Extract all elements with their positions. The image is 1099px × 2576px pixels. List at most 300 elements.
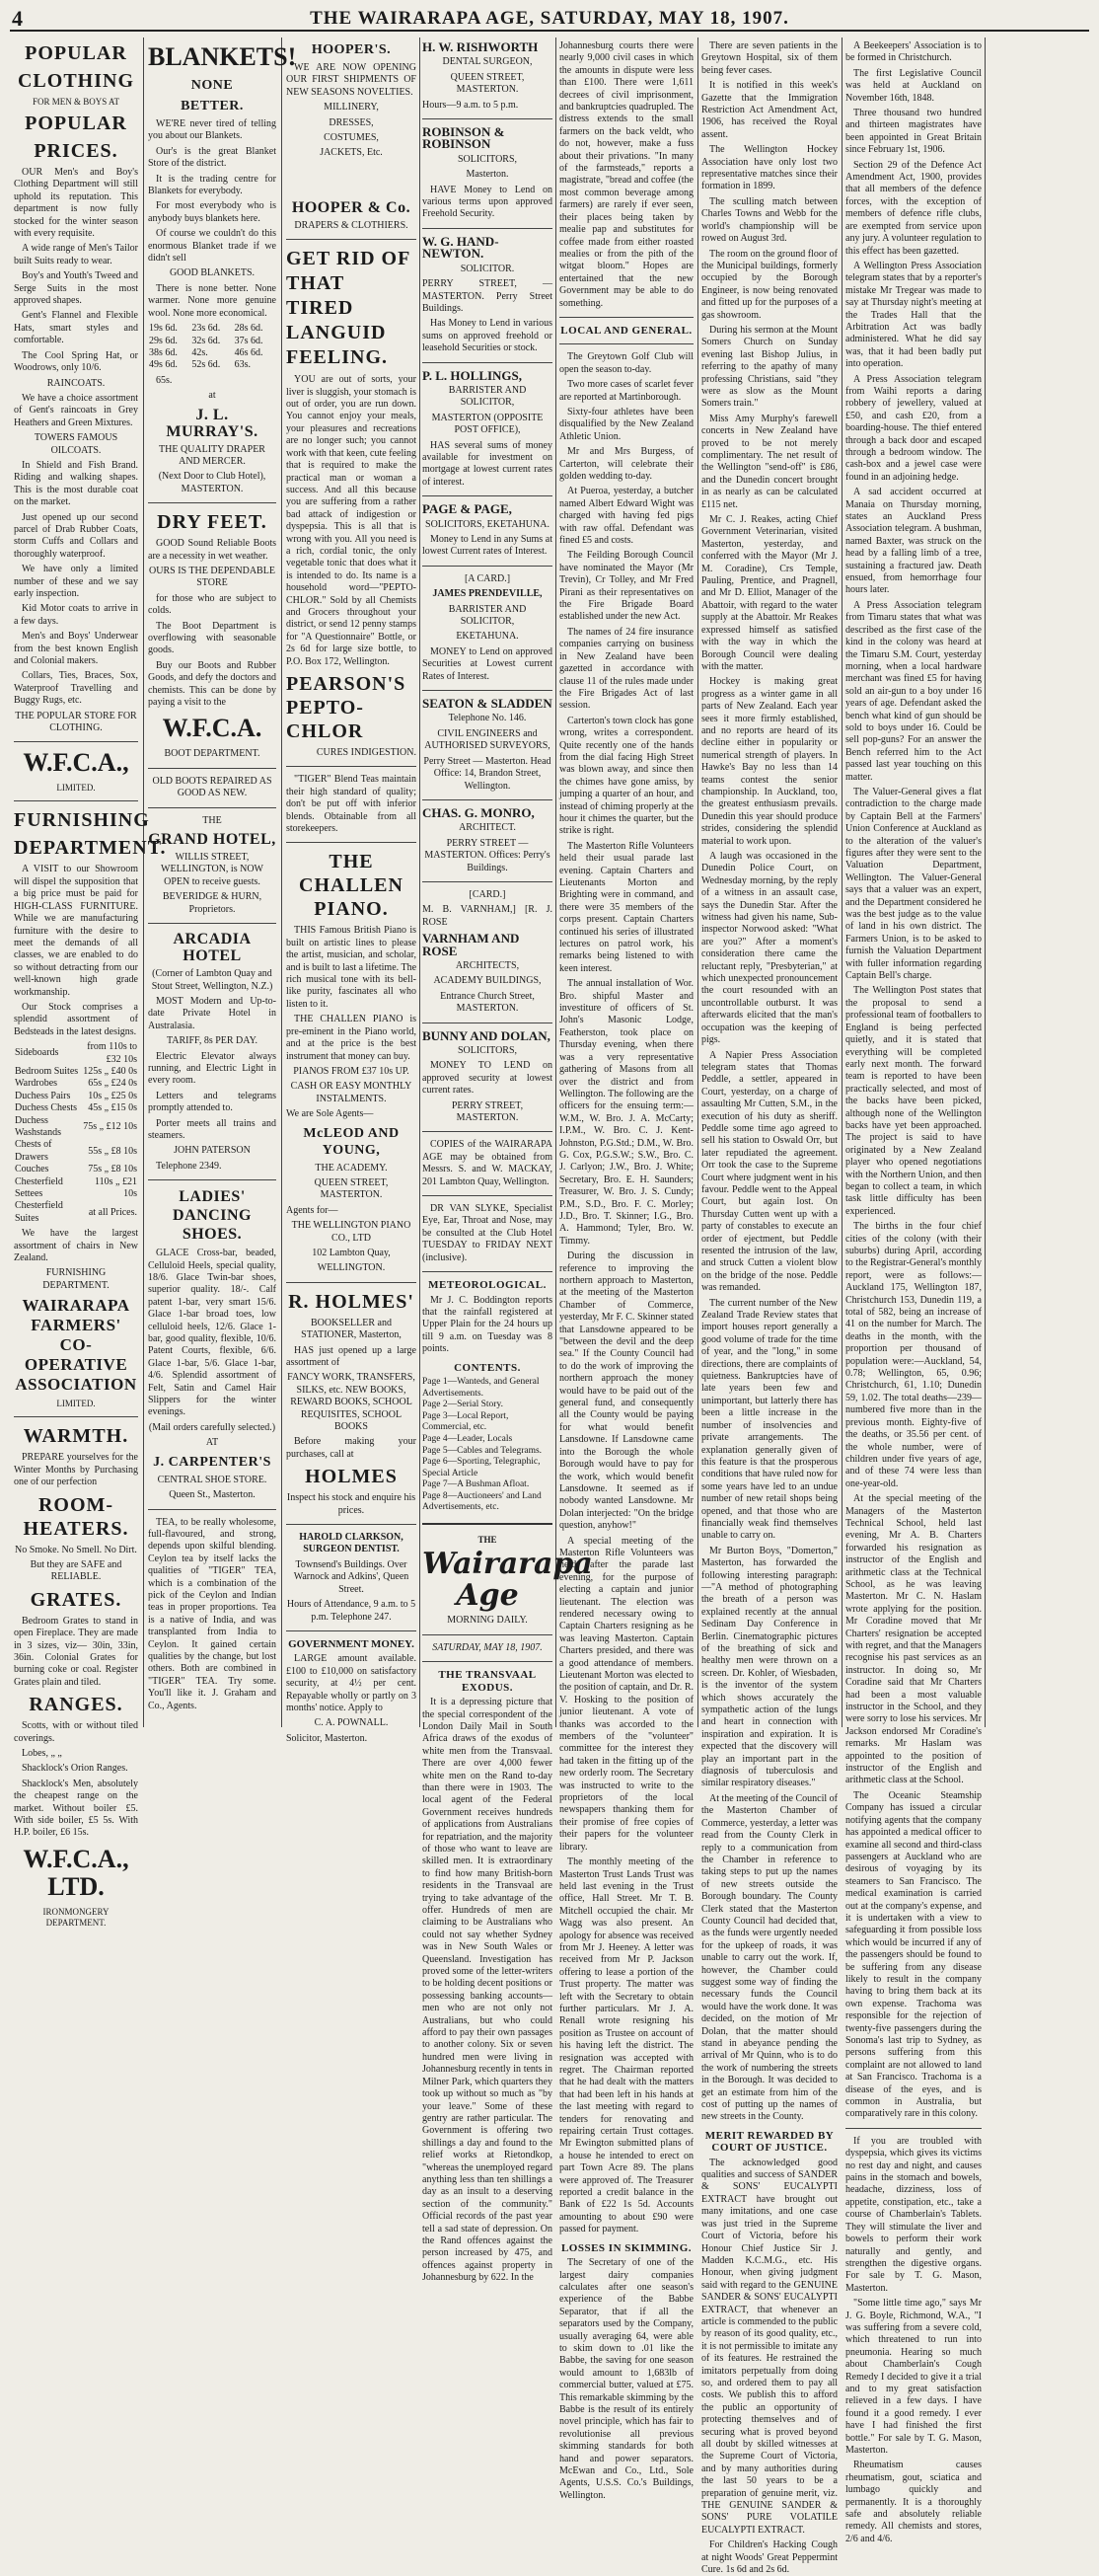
card-title: VARNHAM AND ROSE	[422, 931, 520, 958]
furniture-item: Duchess Pairs	[15, 1090, 71, 1101]
ad-text: C. A. POWNALL.	[314, 1717, 389, 1729]
ad-text: "TIGER" Blend Teas maintain their high standard of quality; don't be put off with inferior blends. Obtainable from all storekeepers.	[286, 774, 416, 835]
ad-text: DRESSES,	[329, 116, 374, 128]
card-title: W. G. HAND-NEWTON.	[422, 233, 499, 262]
blanket-price: 19s 6d.	[149, 323, 178, 335]
ad-text: PREPARE yourselves for the Winter Months by Purchasing one of our perfection	[14, 1452, 138, 1488]
card-title: P. L. HOLLINGS,	[422, 367, 523, 383]
news-item: Three thousand two hundred and thirteen magistrates have been appointed in Great Britain since February 1st, 1906.	[845, 108, 982, 156]
furniture-price: 75s „ £8 10s	[88, 1164, 137, 1175]
ad-text: THE ACADEMY.	[315, 1162, 388, 1174]
card-text: MONEY to Lend on approved Securities at Lowest current Rates of Interest.	[422, 645, 552, 682]
ad-text: JACKETS, Etc.	[320, 147, 383, 159]
ad-subheading: TOWERS FAMOUS OILCOATS.	[34, 432, 118, 456]
card-text: Masterton.	[466, 169, 509, 181]
ad-text: Just opened up our second parcel of Drab Rubber Coats, storm Cuffs and Collars and thoroughly waterproof.	[14, 511, 138, 560]
ad-title: ARCADIA HOTEL	[173, 931, 252, 965]
article-text: For Children's Hacking Cough at night Woods' Great Peppermint Cure. 1s 6d and 2s 6d.	[701, 2539, 838, 2576]
news-item: Mr Burton Boys, "Domerton," Masterton, has forwarded the following interesting paragraph:—"A method of photographing the breath of a person was explained recently at the annual Sedinam Day Conference in Berlin. Cinematographic pictures of the breathing of sick and healthy men were thrown on a screen. Dr. Kohler, of Wiesbaden, is the inventor of the system which shows accurately the sympathetic action of the lungs and heart in connection with inspiration and expiration. It is expected that the discovery will play an important part in the diagnosis of tuberculosis and similar respiratory diseases."	[701, 1545, 838, 1789]
news-item: A Wellington Press Association telegram states that by a reporter's mistake Mr Tregear was made to say at Thursday night's meeting at the Trades Hall that the Arbitration Act was badly administered. What he did say was, that it had been badly put into operation.	[845, 260, 982, 370]
news-item: There are seven patients in the Greytown Hospital, six of them being fever cases.	[701, 40, 838, 76]
news-item: At the meeting of the Council of the Masterton Chamber of Commerce, yesterday, a letter was read from the County Clerk in reply to a communication from the Chamber in reference to taking steps to put up the names of new streets outside the Borough boundary. The County Clerk stated that the Masterton County Council had decided that, as the funds were urgently needed for the upkeep of roads, it was unable to carry out the work. If, however, the Chamber could suggest some way of finding the necessary funds the Council would have the work done. It was decided, on the motion of Mr Dolan, that the matter should stand in abeyance pending the arrival of Mr Quinn, who is to do the work of numbering the streets in the Borough. It was decided to get an estimate from him of the cost of putting up the names of new streets in the County.	[701, 1792, 838, 2123]
divider	[422, 690, 552, 691]
ad-text: LARGE amount available. £100 to £10,000 on satisfactory security, at 4½ per cent. Repayable wholly or partly on 3 months' notice. Apply to	[286, 1653, 416, 1713]
news-item: Miss Amy Murphy's farewell concerts in New Zealand have proved to be not merely complimentary. The net result of the Wellington "send-off" is £86, and the Dunedin concert brought in as nearly as can be calculated £115 net.	[701, 413, 838, 510]
ad-subtitle: FOR MEN & BOYS AT	[32, 97, 120, 107]
ad-subtitle: IRONMONGERY DEPARTMENT.	[42, 1906, 110, 1928]
ad-title: PEARSON'S PEPTO-CHLOR	[286, 673, 406, 742]
furniture-price: at all Prices.	[88, 1206, 137, 1218]
divider	[148, 768, 276, 769]
news-item: Carterton's town clock has gone wrong, writes a correspondent. Quite recently one of the hands from the dial facing High Street was blown away, and since then the chimes have gone amiss, by jumping a quarter of an hour, and instead of chiming properly at the hour it chimes the quarter, but the strike is right.	[559, 715, 694, 837]
news-item: The current number of the New Zealand Trade Review states that import houses report generally a good volume of trade for the time of year, and the "long," in some directions, there are complaints of quietness. Bankruptcies have of late years been few and unimportant, but latterly there has been a little increase in the number of insolvencies and private arrangements. The explanation generally given of this feature is that the prosperous conditions that have ruled now for some years have led to an undue number of new retail shops being opened, and that those who are financially weak find themselves unable to carry on.	[701, 1297, 838, 1542]
news-item: Sixty-four athletes have been disqualified by the New Zealand Athletic Union.	[559, 406, 694, 442]
ad-text: CENTRAL SHOE STORE.	[157, 1474, 267, 1485]
blanket-price: 32s 6d.	[191, 335, 221, 346]
news-item: A sad accident occurred at Manaia on Thursday morning, states an Auckland Press Association telegram. A bushman, named Baxter, was struck on the head by a falling limb of a tree, sustaining a fractured jaw. Death ensued, from hemorrhage four hours later.	[845, 487, 982, 596]
news-item: The Wellington Hockey Association have only lost two representative matches since their formation in 1899.	[701, 144, 838, 192]
divider	[286, 1282, 416, 1283]
ad-text: We have the largest assortment of chairs in New Zealand.	[14, 1228, 138, 1264]
ad-text: We are Sole Agents—	[286, 1108, 374, 1120]
news-item: The names of 24 fire insurance companies carrying on business in New Zealand have been gazetted in accordance with clause 11 of the rules made under the Fire Brigades Act of last session.	[559, 626, 694, 712]
ad-title: McLEOD AND YOUNG,	[303, 1125, 400, 1158]
table-row	[148, 336, 276, 347]
ad-text: CURES INDIGESTION.	[316, 747, 416, 758]
blanket-price: 63s.	[234, 359, 252, 371]
blanket-price-table	[148, 323, 276, 372]
divider	[422, 495, 552, 496]
news-item: The room on the ground floor of the Municipal buildings, formerly occupied by the Borough Engineer, is now being renovated and fitted up for the purposes of a gas showroom.	[701, 248, 838, 321]
news-item: Two more cases of scarlet fever are reported at Martinborough.	[559, 379, 694, 403]
ad-text: YOU are out of sorts, your liver is sluggish, your stomach is out of order, you are run down. You cannot enjoy your meals, your pleasures and recreations are no longer such; you cannot work with that keen, cute feeling that is required to make the practical man or woman a success. And all this because you are suffering from a rather bad attack of indigestion or dyspepsia. This is all that is wrong with you. All you need is a rich, cordial tonic, the only vegetable tonic that does what it is intended to do. Its name is a household word—"PEPTO-CHLOR." Sold by all Chemists and Grocers throughout your district, or send 12 penny stamps for "A Questionnaire" Bottle, or 2s 6d for large size bottle, to P.O. Box 172, Wellington.	[286, 374, 416, 667]
ad-text: CASH OR EASY MONTHLY INSTALMENTS.	[290, 1081, 412, 1104]
news-item: The monthly meeting of the Masterton Trust Lands Trust was held last evening in the Trust office, Hall Street. Mr T. B. Mitchell occupied the chair. Mr Wagg was also present. An apology for absence was received from Mr J. Heeney. A letter was received from Mr P. Jackson offering to lease a portion of the Trust property. The matter was left with the Secretary to obtain further particulars. Mr J. A. Renall wrote resigning his position as Trustee on account of his having left the district. The resignation was accepted with regret. The Chairman reported that he had dealt with the matters that had been left in his hands at the last meeting with regard to tenders for renovating and repairing certain Trust cottages. Mr Ewington submitted plans of a house he intended to erect on part Town Acre 89. The plans were approved of. The Treasurer reported a credit balance in the Bank of £22 1s 5d. Accounts amounting to about £90 were passed for payment.	[559, 1856, 694, 2235]
blanket-price: 42s.	[191, 346, 208, 358]
news-item: Mr C. J. Reakes, acting Chief Government Veterinarian, visited Masterton, yesterday, and conferred with the Mayor (Mr J. M. Coradine), Crs Temple, Pauling, Prentice, and Pragnell, and Mr D. Elliot, Manager of the Abattoir, with regard to the water supply at the Abattoir. Mr Reakes expressed himself as satisfied with the way in which the Borough Council were dealing with the matter.	[701, 514, 838, 672]
contents-item: Page 5—Cables and Telegrams.	[422, 1445, 543, 1456]
ad-text: HAROLD CLARKSON, SURGEON DENTIST.	[299, 1532, 403, 1555]
card-text: QUEEN STREET, MASTERTON.	[450, 71, 525, 96]
section-heading: CONTENTS.	[454, 1361, 521, 1374]
divider	[422, 566, 552, 567]
card-title: BUNNY AND DOLAN,	[422, 1027, 550, 1043]
ad-footer: THE POPULAR STORE FOR CLOTHING.	[15, 710, 137, 734]
ad-text: Solicitor, Masterton.	[286, 1732, 368, 1744]
ad-title: J. L. MURRAY'S.	[166, 406, 258, 440]
column-rule	[842, 38, 843, 1727]
contents-item: Page 8—Auctioneers' and Land Advertisements, etc.	[422, 1490, 542, 1513]
local-items	[845, 40, 982, 2121]
ad-title: ROOM-HEATERS.	[23, 1493, 129, 1540]
ad-text: There is none better. None warmer. None more genuine wool. None more economical.	[148, 282, 276, 319]
leader-text: Johannesburg courts there were nearly 9,000 civil cases in which the amounts in dispute were less than £100. There were 1,611 decrees of civil imprisonment, and bankruptcies quadrupled. The distress extends to the small farmers on the back veldt, who do not, however, make a fuss about their privations. "In many of the farmsteads," reports a magistrate, "bread and coffee (the most common beverage among farmers) are rarely if ever seen, their places being taken by mealie pap and substitutes for coffee made from either roasted mealies or from the pith of the witgat bloom." Hopes are entertained that the new Government may be able to do something.	[559, 40, 694, 309]
card-text: Perry Street — Masterton. Head Office: 14, Brandon Street, Wellington.	[423, 755, 551, 792]
ad-text: Of course we couldn't do this enormous Blanket trade if we didn't sell	[148, 228, 276, 265]
local-items	[559, 351, 694, 2235]
news-item: A Press Association telegram from Timaru states that what was described as the first case of the kind in the colony was heard at the Timaru S.M. Court, yesterday morning, when a local hardware merchant was fined £5 for having sold an air-gun to a boy under 16 years of age. Defendant asked the bench what kind of gun should be sold to boys under 16. Could be sell pop-guns? For an answer the Bench referred him to the Act passed last year touching on this matter.	[845, 599, 982, 783]
divider	[422, 1661, 552, 1662]
ad-text: JOHN PATERSON	[174, 1145, 251, 1157]
furniture-item: Chesterfield Settees	[15, 1175, 63, 1200]
column-rule	[143, 38, 144, 1727]
furniture-item: Wardrobes	[15, 1078, 58, 1090]
card-title: ROBINSON & ROBINSON	[422, 124, 505, 152]
card-text: JAMES PRENDEVILLE,	[432, 588, 543, 600]
furniture-item: Couches	[15, 1164, 49, 1175]
divider	[148, 502, 276, 503]
card-text: Telephone No. 146.	[448, 713, 527, 724]
news-item: The Wellington Post states that the proposal to send a professional team of footballers to England is being perfected quietly, and it is stated that everything will be completed early next month. The forward team is reported to have been practically selected, and most of the backs have been picked, although none of the Wellington backs have yet been approached. The project is said to have originated by a New Zealand player who opened negotiations with the Northern Union, and then began to collect a team, in which task little difficulty has been experienced.	[845, 985, 982, 1217]
card-text: ARCHITECTS,	[455, 959, 520, 971]
column-7	[845, 38, 982, 2544]
ad-text: TEA, to be really wholesome, full-flavoured, and strong, depends upon skilful blending. Ceylon tea by itself lacks the qualities of "TIGER" TEA, which is a combination of the pick of the Ceylon and Indian teas in proper proportions. Tea is a native of India, and was transplanted from India to Ceylon. It gained certain qualities by the change, but lost others. Both are combined in "TIGER" TEA. Try some. You'll like it. J. Graham and Co., Agents.	[148, 1516, 276, 1711]
card-text: Hours—9 a.m. to 5 p.m.	[422, 99, 519, 111]
article-text: The Secretary of one of the largest dairy companies calculates after one season's experience of the Babbe Separator, that if all the separators used by the Company, usually averaging 64, were able to skim down to .01 like the Babbe, the saving for one season would amount to 1,683lb of commercial butter, valued at £75. This remarkable skimming by the Babbe is the result of its entirely novel principle, which has fair to revolutionise all previous skimming standards for both hand and power separators. McEwan and Co., Ltd., Sole Agents, U.S.S. Co.'s Buildings, Wellington.	[559, 2257, 694, 2501]
ad-title: BETTER.	[181, 99, 244, 114]
news-item: A laugh was occasioned in the Dunedin Police Court, on Wednesday morning, by the reply of a witness in an assault case, says the Dunedin Star. After the witness had given his name, Sub-inspector Norwood asked: "What are you?" After a moment's consideration there came the reluctant reply, "Presbyterian," at which unexpected pronouncement the court resounded with an uncontrollable outburst. It was afterwards elicited that the man's occupation was the keeping of pigs.	[701, 851, 838, 1046]
ad-title: R. HOLMES'	[288, 1290, 414, 1313]
news-item: The Greytown Golf Club will open the season to-day.	[559, 351, 694, 375]
divider	[422, 1131, 552, 1132]
card-text: SOLICITORS,	[457, 153, 518, 165]
news-item: A Press Association telegram from Waihi reports a daring robbery of jewellery, valued at £50, and cash £20, from a boarding-house. The thief entered through a back door and escaped through a bedroom window. The cash-box and a jewel case were found in an adjoining hedge.	[845, 373, 982, 483]
ad-text: Our Stock comprises a splendid assortment of Bedsteads in the latest designs.	[14, 1001, 138, 1037]
divider	[422, 1271, 552, 1272]
furniture-price: 10s „ £25 0s	[88, 1090, 137, 1101]
news-item: It is notified in this week's Gazette that the Immigration Restriction Act Amendment Act, 1906, has received the Royal assent.	[701, 80, 838, 140]
ad-text: Inspect his stock and enquire his prices.	[286, 1492, 416, 1516]
news-item: At Pueroa, yesterday, a butcher named Albert Edward Wight was charged with having fed pigs with raw offal. Defendant was fined £5 and costs.	[559, 486, 694, 547]
ad-text: Agents for—	[286, 1204, 338, 1216]
table-row	[14, 1200, 138, 1225]
table-row	[14, 1066, 138, 1078]
ad-text: WE ARE NOW OPENING OUR FIRST SHIPMENTS OF NEW SEASONS NOVELTIES.	[286, 62, 416, 98]
ad-text: No Smoke. No Smell. No Dirt.	[15, 1544, 137, 1555]
ad-text: HAS just opened up a large assortment of	[286, 1344, 416, 1368]
furniture-item: Sideboards	[15, 1047, 59, 1059]
column-6	[701, 38, 839, 2576]
divider	[422, 799, 552, 800]
furniture-item: Chesterfield Suites	[15, 1200, 63, 1224]
page-number: 4	[12, 6, 23, 31]
ad-text: AT	[205, 1437, 219, 1449]
contents-list	[422, 1377, 552, 1514]
ad-text: It is the trading centre for Blankets for everybody.	[148, 173, 276, 197]
card-title: CHAS. G. MONRO,	[422, 804, 535, 820]
article-text: If you are troubled with dyspepsia, which gives its victims no rest day and night, and causes pains in the stomach and bowels, headache, dizziness, loss of appetite, constipation, etc., take a course of Chamberlain's Tablets. They will stimulate the liver and bowels to perform their work naturally and gently, and strengthen the digestive organs. For sale by T. G. Mason, Masterton.	[845, 2135, 982, 2294]
furniture-item: Duchess Washstands	[15, 1114, 61, 1138]
section-heading: METEOROLOGICAL.	[428, 1279, 547, 1292]
news-item: During the discussion in reference to improving the northern approach to Masterton, at the meeting of the Masterton Chamber of Commerce, yesterday, Mr F. C. Skinner stated that Lansdowne appeared to be "between the devil and the deep sea." If the County Council had to do the work of improving the northern approach the money would have to be paid out of the general fund, and consequently all the County would be paying for what would benefit Lansdowne. If Lansdowne came into the Borough the whole Borough would have to pay for the work, which would benefit Lansdowne. It seemed as if nobody wanted Lansdowne. Mr Dolan interjected: "On the bridge question, anyhow!"	[559, 1250, 694, 1532]
ad-text: at	[208, 390, 216, 402]
ad-title: W.F.C.A.	[162, 714, 262, 743]
ad-title: W.F.C.A.,	[23, 748, 129, 778]
ad-title: DRY FEET.	[157, 511, 267, 534]
ad-subtitle: LIMITED.	[56, 1399, 96, 1409]
divider	[148, 1179, 276, 1180]
section-heading: LOCAL AND GENERAL.	[560, 324, 693, 337]
divider	[148, 1509, 276, 1510]
blanket-price: 49s 6d.	[149, 359, 178, 371]
ad-text: Buy our Boots and Rubber Goods, and defy the doctors and chemists. This can be done by paying a visit to the	[148, 659, 276, 709]
table-row	[14, 1041, 138, 1066]
table-row	[14, 1102, 138, 1114]
divider	[286, 766, 416, 767]
column-rule	[985, 38, 986, 1727]
ad-text: Porter meets all trains and steamers.	[148, 1117, 276, 1141]
ad-text: Electric Elevator always running, and Electric Light in every room.	[148, 1050, 276, 1087]
furniture-item: Bedroom Suites	[15, 1065, 79, 1077]
contents-item: Page 1—Wanteds, and General Advertisements.	[422, 1376, 540, 1399]
ad-text: MOST Modern and Up-to-date Private Hotel in Australasia.	[148, 995, 276, 1031]
news-item: During his sermon at the Mount Somers Church on Sunday evening last Bishop Julius, in referring to the apathy of many professing Christians, said "they were as slow as the Mount Somers train."	[701, 324, 838, 410]
card-text: PERRY STREET, MASTERTON.	[451, 1099, 524, 1124]
ad-text: GOOD BLANKETS.	[169, 267, 256, 279]
divider	[286, 1524, 416, 1525]
ad-text: COSTUMES,	[324, 132, 379, 144]
card-text: BARRISTER AND SOLICITOR,	[448, 384, 527, 409]
table-row	[14, 1115, 138, 1140]
card-text: Money to Lend in any Sums at lowest Current rates of Interest.	[422, 534, 552, 558]
ad-text: The Cool Spring Hat, or Woodrows, only 10/6.	[14, 349, 138, 374]
ad-text: THE	[202, 814, 222, 826]
table-row	[14, 1078, 138, 1090]
leader-heading: THE TRANSVAAL EXODUS.	[438, 1669, 537, 1694]
card-title: PAGE & PAGE,	[422, 501, 512, 517]
ad-text: 102 Lambton Quay,	[312, 1247, 391, 1258]
ad-title: LADIES' DANCING SHOES.	[173, 1188, 252, 1244]
ad-text: TARIFF, 8s PER DAY.	[166, 1035, 258, 1047]
blanket-price: 52s 6d.	[191, 359, 221, 371]
furniture-price-table	[14, 1041, 138, 1225]
article-text: "Some little time ago," says Mr J. G. Boyle, Richmond, W.A., "I was suffering from a severe cold, which threatened to run into pneumonia. Hearing so much about Chamberlain's Cough Remedy I decided to give it a trial and to my great satisfaction relieved in a few days. I have found it a good remedy. I ever have I had finished the first bottle." For sale by T. G. Mason, Masterton.	[845, 2298, 982, 2456]
notice-text: COPIES of the WAIRARAPA AGE may be obtained from Messrs. S. and W. MACKAY, 201 Lambton Quay, Wellington.	[422, 1139, 552, 1187]
ad-text: The Boot Department is overflowing with seasonable goods.	[148, 620, 276, 656]
ad-subheading: RAINCOATS.	[46, 377, 106, 389]
news-item: A special meeting of the Masterton Rifle Volunteers was held, after the parade last evening, for the purpose of electing a captain and junior lieutenant. The election was rendered necessary owing to Captain Charters resigning as he was leaving Masterton. Captain Charters presided, and there was a good attendance of members. Lieutenant Morton was elected to the position of captain, and Dr. R. V. Hosking to the position of junior lieutenant. A vote of thanks was accorded to the members of the "volunteer" committee for the interest they had taken in the fitting up of the new orderly room. The Secretary was instructed to write to the proprietors of the local newspapers thanking them for their promise of free copies of their papers for the volunteer library.	[559, 1535, 694, 1853]
ad-text: BOOT DEPARTMENT.	[164, 748, 260, 760]
masthead	[10, 6, 1089, 32]
article-text: The acknowledged good qualities and success of SANDER & SONS' EUCALYPTI EXTRACT have brought out many imitations, and one case was just tried in the Supreme Court of Victoria, before his Honour Chief Justice Sir J. Madden K.C.M.G., etc. His Honour, when giving judgment said with regard to the GENUINE SANDER & SONS' EUCALYPTI EXTRACT, that whenever an article is commended to the public by reason of its good quality, etc., it is not permissible to imitate any of its features. He restrained the imitators perpetually from doing so, and ordered them to pay all costs. We publish this to afford the public an opportunity of protecting themselves and of securing what is proved beyond all doubt by skilled witnesses at the Supreme Court of Victoria, and by many authorities during the last 50 years to be a preparation of genuine merit, viz. THE GENUINE SANDER & SONS' PURE VOLATILE EUCALYPTI EXTRACT.	[701, 2157, 839, 2536]
ad-text: 65s.	[156, 374, 173, 386]
masthead-title: THE WAIRARAPA AGE, SATURDAY, MAY 18, 1907.	[310, 8, 789, 29]
column-rule	[281, 38, 282, 1727]
divider	[845, 2128, 982, 2129]
news-item: The sculling match between Charles Towns and Webb for the world's championship will be rowed on August 3rd.	[701, 195, 838, 245]
news-item: The Feilding Borough Council have nominated the Mayor (Mr Trevin), Cr Tolley, and Mr Fred Pirani as their representatives on the Fire Brigade Board established under the new Act.	[559, 550, 694, 623]
ad-footer: FURNISHING DEPARTMENT.	[42, 1267, 110, 1291]
contents-item: Page 7—A Bushman Afloat.	[422, 1479, 530, 1490]
ad-text: (Corner of Lambton Quay and Stout Street, Wellington, N.Z.)	[151, 968, 273, 992]
furniture-price: 125s „ £40 0s	[83, 1065, 137, 1077]
column-2	[148, 38, 297, 1725]
newspaper-nameplate: Wairarapa Age	[422, 1547, 593, 1614]
divider	[14, 800, 138, 801]
furniture-price: 110s „ £21 10s	[95, 1175, 137, 1200]
ad-text: Queen St., Masterton.	[169, 1489, 256, 1501]
notice-text: DR VAN SLYKE, Specialist Eye, Ear, Throat and Nose, may be consulted at the Club Hotel TUESDAY to FRIDAY NEXT (inclusive).	[422, 1203, 552, 1263]
ad-text: (Next Door to Club Hotel), MASTERTON.	[158, 471, 266, 494]
ad-text: OLD BOOTS REPAIRED AS GOOD AS NEW.	[152, 775, 272, 799]
news-item: At the special meeting of the Managers of the Masterton Technical School, held last evening, Mr A. B. Charters forwarded his resignation as instructor of the English and arithmetic class at the Technical School, as he was leaving Masterton. Mr C. N. Haslam wrote applying for the position. Mr Coradine moved that Mr Charters' resignation be accepted with regret, and that the Managers recognise his past services as an instructor. In doing so, Mr Coradine said that Mr Charters had been a most valuable instructor in the School, and they were sorry to lose his services. Mr Jackson endorsed Mr Coradine's remarks. Mr Haslam was appointed to the position of instructor of the English and arithmetic class at the School.	[845, 1493, 982, 1786]
ad-text: Hours of Attendance, 9 a.m. to 5 p.m. Telephone 247.	[286, 1599, 416, 1623]
blanket-price: 23s 6d.	[191, 323, 221, 335]
ad-text: Telephone 2349.	[156, 1160, 222, 1172]
ad-text: WILLIS STREET, WELLINGTON, is NOW OPEN to receive guests.	[161, 852, 263, 887]
table-row	[148, 347, 276, 359]
news-item: Mr and Mrs Burgess, of Carterton, will celebrate their golden wedding to-day.	[559, 446, 694, 482]
furniture-item: Duchess Chests	[15, 1102, 78, 1114]
card-text: [CARD.]	[469, 888, 506, 900]
card-text: HAVE Money to Lend on various terms upon approved Freehold Security.	[422, 184, 552, 220]
divider	[422, 1523, 552, 1525]
card-text: SOLICITOR.	[460, 263, 515, 274]
article-text: Rheumatism causes rheumatism, gout, sciatica and lumbago quickly and permanently. It is a thoroughly safe and absolutely reliable remedy. All chemists and stores, 2/6 and 4/6.	[845, 2460, 982, 2544]
furniture-item: Chests of Drawers	[15, 1139, 52, 1163]
ad-text: A VISIT to our Showroom will dispel the supposition that a big price must be paid for HIGH-CLASS FURNITURE. While we are manufacturing furniture with the desire to meet the demands of all classes, we are enabled to do so without detracting from our well-known high grade workmanship.	[14, 864, 138, 998]
ad-title: DEPARTMENT.	[14, 837, 167, 860]
news-item: Hockey is making great progress as a winter game in all parts of New Zealand. Each year sees it more firmly established, and no reports are heard of its decline either in popularity or numerical strength of players. In Hawke's Bay no less than 14 teams contest the senior championship. In Auckland, too, the greatest enthusiasm prevails. Dunedin this year should produce strides, considering the splendid material to work upon.	[701, 676, 838, 847]
furniture-price: 45s „ £15 0s	[88, 1102, 137, 1114]
ad-text: Kid Motor coats to arrive in a few days.	[14, 603, 138, 627]
furniture-price: from 110s to £32 10s	[87, 1041, 137, 1065]
table-row	[148, 359, 276, 371]
blanket-price: 29s 6d.	[149, 335, 178, 346]
divider	[286, 239, 416, 240]
card-text: CIVIL ENGINEERS and AUTHORISED SURVEYORS,	[424, 727, 550, 752]
news-item: The Valuer-General gives a flat contradiction to the charge made by Captain Bell at the Farmers' Union Conference at Auckland as to the alteration of the valuer's figures after they were sent to the Valuation Department, Wellington. The Valuer-General says that a valuer was an expert, and the Department considered he was the best judge as to the value of land in his own district. The Farmers Union, is to be asked to furnish the Valuation Department with fuller information regarding Captain Bell's charge.	[845, 786, 982, 982]
card-text: MASTERTON (OPPOSITE POST OFFICE),	[431, 412, 544, 436]
ad-title: POPULAR	[25, 42, 127, 64]
divider	[422, 228, 552, 229]
card-text: M. B. VARNHAM,] [R. J. ROSE	[422, 904, 552, 928]
ad-subtitle: LIMITED.	[56, 783, 96, 794]
ad-text: Bedroom Grates to stand in open Fireplace. They are made in 3 sizes, viz— 30in, 33in, 36in. Colonial Grates for burning coke or coal. Register Grates plain and tiled.	[14, 1615, 138, 1688]
ad-title: J. CARPENTER'S	[153, 1454, 271, 1470]
ad-text: GLACE Cross-bar, beaded, Celluloid Heels, special quality, 18/6. Glace Twin-bar shoes, superior quality. 18/-. Calf patent 1-bar, very smart 15/6. Glace 1-bar broad toes, low celluloid heels, 12/6. Glace 1-bar, good quality, flexible, 10/6. Patent Courts, flexible, 6/6. Glace 1-bar, 5/6. Glace 1-bar, 4/6. Splendid assortment of Felt, Satin and Camel Hair Slippers for the winter evenings.	[148, 1248, 276, 1418]
ad-title: NONE	[190, 78, 234, 93]
contents-item: Page 6—Sporting, Telegraphic, Special Article	[422, 1457, 541, 1478]
ad-text: DRAPERS & CLOTHIERS.	[294, 219, 408, 231]
ad-text: Boy's and Youth's Tweed and Serge Suits in the most approved shapes.	[14, 270, 138, 307]
column-3	[286, 38, 417, 1744]
contents-item: Page 3—Local Report, Commercial, etc.	[422, 1410, 509, 1433]
ad-title: HOOPER'S.	[311, 42, 392, 57]
blanket-price: 38s 6d.	[149, 346, 178, 358]
ad-text: Collars, Ties, Braces, Sox, Waterproof Travelling and Buggy Rugs, etc.	[14, 670, 138, 707]
divider	[559, 343, 694, 344]
ad-text: Scotts, with or without tiled coverings.	[14, 1720, 138, 1744]
news-item: Section 29 of the Defence Act Amendment Act, 1900, provides that all members of the defence forces, with the exception of members of defence rifle clubs, are exempted from service upon any jury. A volunteer regulation to this effect has been gazetted.	[845, 159, 982, 257]
ad-title: W.F.C.A., LTD.	[23, 1844, 129, 1901]
ad-title: WAIRARAPA FARMERS' CO-OPERATIVE ASSOCIATION	[15, 1296, 137, 1395]
card-text: SOLICITORS,	[457, 1045, 518, 1056]
contents-item: Page 4—Leader, Locals	[422, 1433, 513, 1444]
ad-text: Shacklock's Orion Ranges.	[22, 1763, 128, 1775]
table-row	[14, 1091, 138, 1102]
table-row	[14, 1176, 138, 1201]
ad-text: GOVERNMENT MONEY.	[288, 1637, 414, 1650]
ad-text: THE CHALLEN PIANO is pre-eminent in the Piano world, and at the price is the best instrument that money can buy.	[286, 1014, 416, 1062]
ad-text: FANCY WORK, TRANSFERS, SILKS, etc. NEW BOOKS, REWARD BOOKS, SCHOOL REQUISITES, SCHOOL BOOKS	[287, 1372, 415, 1433]
column-rule	[419, 38, 420, 1727]
masthead-small: THE	[477, 1535, 497, 1546]
news-item: The Oceanic Steamship Company has issued a circular notifying agents that the company has appointed a medical officer to examine all second and third-class passengers at Auckland who are desirous of voyaging by its steamers to San Francisco. The medical examination is carried out at the company's expense, and it is undertaken with a view to safeguarding it from possible loss which would be incurred if any of the passengers should be found to be suffering from any disease likely to result in the company having to bring them back at its own expense. Trachoma was responsible for the rejection of twenty-five passengers during the Sonoma's last trip to Sydney, as persons suffering from this complaint are not allowed to land at San Francisco. Trachoma is a disease of the eyes, and is common in Australia, but comparatively rare in this colony.	[845, 1789, 982, 2120]
ad-text: A wide range of Men's Tailor built Suits ready to wear.	[14, 243, 138, 266]
ad-text: We have only a limited number of these and we say early inspection.	[14, 564, 138, 599]
column-rule	[555, 38, 556, 1727]
section-heading: LOSSES IN SKIMMING.	[560, 2241, 693, 2254]
divider	[422, 1634, 552, 1635]
ad-text: WELLINGTON.	[317, 1262, 386, 1274]
ad-text: MILLINERY,	[324, 102, 379, 114]
blanket-price: 46s 6d.	[234, 346, 263, 358]
card-text: MONEY TO LEND on approved security at lowest current rates.	[422, 1060, 552, 1097]
divider	[422, 118, 552, 119]
card-text: Entrance Church Street, MASTERTON.	[440, 990, 535, 1015]
blanket-price: 28s 6d.	[234, 323, 263, 335]
table-row	[148, 323, 276, 335]
column-5	[559, 38, 694, 2501]
divider	[286, 1630, 416, 1631]
card-text: EKETAHUNA.	[456, 631, 519, 643]
ad-title: PRICES.	[34, 140, 118, 162]
card-text: DENTAL SURGEON,	[442, 56, 533, 68]
ad-text: BEVERIDGE & HURN, Proprietors.	[162, 891, 262, 915]
card-text: PERRY STREET, — MASTERTON. Perry Street Buildings.	[422, 278, 552, 314]
ad-title: GRAND HOTEL,	[148, 831, 276, 849]
card-text: ACADEMY BUILDINGS,	[433, 975, 542, 987]
ad-title: FURNISHING	[14, 809, 150, 832]
leader-text: It is a depressing picture that the special correspondent of the London Daily Mail in South Africa draws of the exodus of white men from the Transvaal. There are over 4,000 fewer white men on the Rand to-day than there were in 1903. The local agent of the Federal Government receives hundreds of applications from Australians for repatriation, and the majority of those who want to leave are skilled men. It is extraordinary to find how many British-born residents in the Transvaal are trying to take advantage of the offer. Hundreds of men are claiming to be Australians who could not say whether Sydney was in New South Wales or Queensland. Investigation has proved some of the letter-writers to be holding decent positions or possessing banking accounts—men who are not only not Australians, but who could afford to pay their own passages to another colony. Six or seven hundred men were living in Johannesburg recently in tents in Milner Park, which quarters they took up without so much as "by your leave." Some of these gentry are rather particular. The Government is offering two shillings a day and found to the relief works at Rietondkop, "whereas the unemployed regard anything less than ten shillings a day as an insult to a deserving section of the community." Official records of the past year tell a sad state of depression. On the Rand offences against the person increased by 475, and offences against property in Johannesburg by 622. In the	[422, 1697, 552, 2284]
ad-text: THIS Famous British Piano is built on artistic lines to please the artist, musician, and scholar, and is built to last a lifetime. The rich musical tone with its bell-like purity, fascinates all who listen to it.	[286, 925, 417, 1010]
card-title: H. W. RISHWORTH	[422, 39, 539, 54]
card-text: HAS several sums of money available for investment on mortgage at lowest current rates of interest.	[422, 439, 552, 488]
ad-text: For most everybody who is anybody buys blankets here.	[148, 200, 276, 224]
card-text: Has Money to Lend in various sums on approved freehold or leasehold Securities or stock.	[422, 318, 552, 354]
column-8	[988, 38, 1095, 1725]
ad-text: OUR Men's and Boy's Clothing Department will still uphold its reputation. This department is now fully stocked for the winter season with every requisite.	[14, 167, 138, 240]
card-text: ARCHITECT.	[459, 822, 516, 834]
table-row	[14, 1139, 138, 1164]
ad-title: POPULAR	[25, 113, 127, 134]
ad-text: Letters and telegrams promptly attended to.	[148, 1090, 276, 1114]
divider	[422, 881, 552, 882]
column-4	[422, 38, 593, 2284]
ad-title: WARMTH.	[23, 1425, 129, 1448]
ad-text: Our's is the great Blanket Store of the district.	[148, 145, 276, 170]
divider	[148, 807, 276, 808]
divider	[422, 1195, 552, 1196]
ad-title: HOOPER & Co.	[291, 198, 411, 216]
nameplate-sub: MORNING DAILY.	[447, 1615, 528, 1627]
furniture-price: 65s „ £24 0s	[88, 1078, 137, 1090]
ad-text: BOOKSELLER and STATIONER, Masterton,	[301, 1317, 402, 1341]
table-row	[14, 1164, 138, 1175]
ad-text: Townsend's Buildings. Over Warnock and Adkins', Queen Street.	[293, 1558, 409, 1595]
card-text: BARRISTER AND SOLICITOR,	[448, 603, 527, 628]
ad-title: CLOTHING	[17, 70, 135, 92]
divider	[422, 362, 552, 363]
card-title: SEATON & SLADDEN	[422, 696, 552, 712]
ad-title: RANGES.	[29, 1694, 123, 1716]
ad-text: Men's and Boys' Underwear from the best known English and Colonial makers.	[14, 631, 138, 667]
ad-text: THE WELLINGTON PIANO CO., LTD	[291, 1220, 411, 1244]
news-item: A Napier Press Association telegram states that Thomas Peddle, a settler, appeared in Court, yesterday, on a charge of assaulting Mr Cutten, S.M., in the execution of his duty as sheriff. Peddle some time ago agreed to sell his station to Oswald Orr, but later repudiated the agreement. Orr took the case to the Supreme Court where judgment went in his favour. Peddle went to the Appeal Court, but again lost. On Thursday Cutten went up with a party of constables to execute an order of ejectment, but Peddle resented the intrusion of the law, and struck Cutten a violent blow on the bridge of the nose. Peddle was remanded.	[701, 1049, 838, 1294]
furniture-price: 75s „ £12 10s	[83, 1120, 137, 1132]
divider	[14, 1416, 138, 1417]
